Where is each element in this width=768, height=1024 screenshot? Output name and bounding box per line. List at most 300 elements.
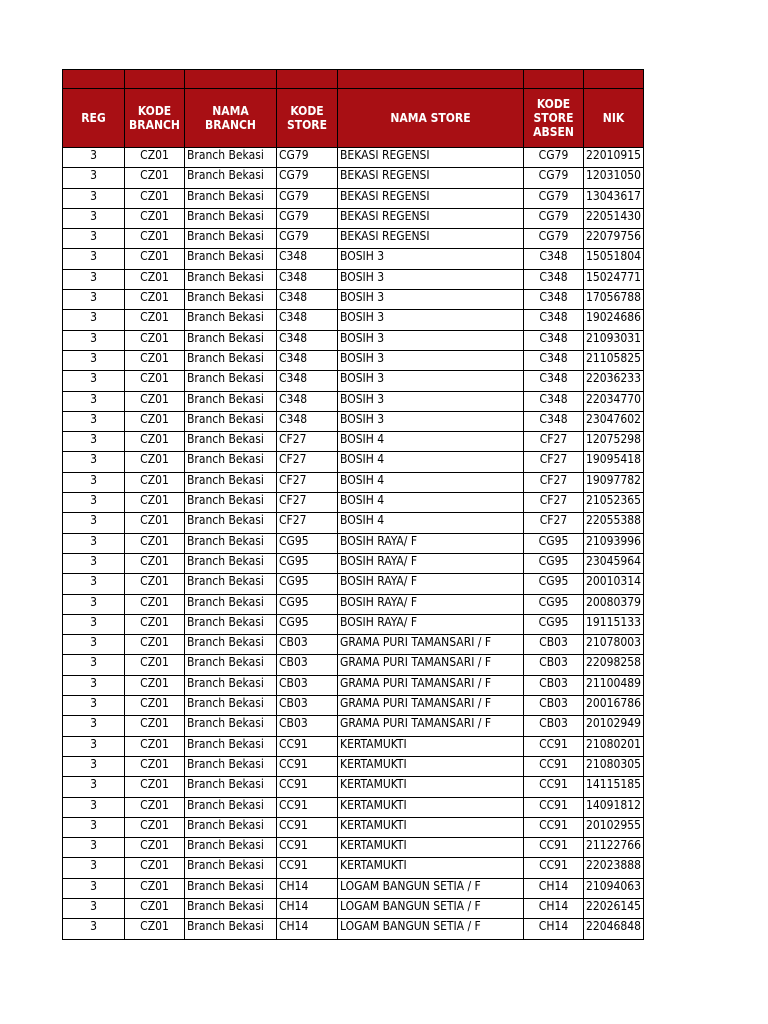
nama-store-cell[interactable]: GRAMA PURI TAMANSARI / F [338, 655, 524, 675]
reg-cell[interactable]: 3 [63, 797, 125, 817]
header-nama-store[interactable]: NAMA STORE [338, 89, 524, 148]
reg-cell[interactable]: 3 [63, 736, 125, 756]
kode-store-absen-cell[interactable]: CH14 [524, 878, 584, 898]
reg-cell[interactable]: 3 [63, 533, 125, 553]
nama-store-cell[interactable]: BOSIH 4 [338, 513, 524, 533]
kode-branch-cell[interactable]: CZ01 [125, 432, 185, 452]
nik-cell[interactable]: 20010314 [584, 574, 644, 594]
reg-cell[interactable]: 3 [63, 432, 125, 452]
kode-store-cell[interactable]: CG79 [277, 188, 338, 208]
nik-cell[interactable]: 12075298 [584, 432, 644, 452]
kode-store-cell[interactable]: CG95 [277, 614, 338, 634]
nik-cell[interactable]: 14091812 [584, 797, 644, 817]
kode-store-cell[interactable]: C348 [277, 310, 338, 330]
kode-store-absen-cell[interactable]: C348 [524, 371, 584, 391]
nama-branch-cell[interactable]: Branch Bekasi [185, 898, 277, 918]
nama-store-cell[interactable]: BOSIH RAYA/ F [338, 533, 524, 553]
table-row [63, 472, 644, 492]
kode-store-absen-cell[interactable]: C348 [524, 411, 584, 431]
kode-store-cell[interactable]: CF27 [277, 513, 338, 533]
nama-branch-cell[interactable]: Branch Bekasi [185, 513, 277, 533]
reg-cell[interactable]: 3 [63, 635, 125, 655]
kode-branch-cell[interactable]: CZ01 [125, 574, 185, 594]
kode-branch-cell[interactable]: CZ01 [125, 635, 185, 655]
nik-cell[interactable]: 20102955 [584, 817, 644, 837]
nik-cell[interactable]: 22051430 [584, 208, 644, 228]
reg-cell[interactable]: 3 [63, 148, 125, 168]
reg-cell[interactable]: 3 [63, 777, 125, 797]
reg-cell[interactable]: 3 [63, 452, 125, 472]
kode-store-absen-cell[interactable]: CG95 [524, 594, 584, 614]
reg-cell[interactable]: 3 [63, 290, 125, 310]
nama-branch-cell[interactable]: Branch Bekasi [185, 817, 277, 837]
nama-branch-cell[interactable]: Branch Bekasi [185, 635, 277, 655]
nama-store-cell[interactable]: BOSIH 4 [338, 493, 524, 513]
reg-cell[interactable]: 3 [63, 188, 125, 208]
reg-cell[interactable]: 3 [63, 168, 125, 188]
nama-store-cell[interactable]: LOGAM BANGUN SETIA / F [338, 898, 524, 918]
kode-branch-cell[interactable]: CZ01 [125, 391, 185, 411]
nama-store-cell[interactable]: BOSIH 3 [338, 290, 524, 310]
kode-store-absen-cell[interactable]: CF27 [524, 472, 584, 492]
kode-store-cell[interactable]: CC91 [277, 858, 338, 878]
nik-cell[interactable]: 22023888 [584, 858, 644, 878]
nama-store-cell[interactable]: KERTAMUKTI [338, 797, 524, 817]
nik-cell[interactable]: 13043617 [584, 188, 644, 208]
kode-store-absen-cell[interactable]: CB03 [524, 655, 584, 675]
kode-branch-cell[interactable]: CZ01 [125, 452, 185, 472]
reg-cell[interactable]: 3 [63, 817, 125, 837]
kode-store-cell[interactable]: CB03 [277, 655, 338, 675]
kode-store-cell[interactable]: C348 [277, 411, 338, 431]
nama-store-cell[interactable]: KERTAMUKTI [338, 858, 524, 878]
nama-branch-cell[interactable]: Branch Bekasi [185, 493, 277, 513]
nama-store-cell[interactable]: BEKASI REGENSI [338, 148, 524, 168]
nik-cell[interactable]: 17056788 [584, 290, 644, 310]
nama-branch-cell[interactable]: Branch Bekasi [185, 411, 277, 431]
kode-store-cell[interactable]: CG95 [277, 594, 338, 614]
nama-branch-cell[interactable]: Branch Bekasi [185, 432, 277, 452]
kode-store-cell[interactable]: CF27 [277, 432, 338, 452]
kode-branch-cell[interactable]: CZ01 [125, 878, 185, 898]
kode-branch-cell[interactable]: CZ01 [125, 756, 185, 776]
kode-store-absen-cell[interactable]: C348 [524, 391, 584, 411]
table-row [63, 513, 644, 533]
nik-cell[interactable]: 21105825 [584, 350, 644, 370]
kode-store-absen-cell[interactable]: CG95 [524, 533, 584, 553]
nik-cell[interactable]: 22026145 [584, 898, 644, 918]
nama-store-cell[interactable]: KERTAMUKTI [338, 777, 524, 797]
kode-branch-cell[interactable]: CZ01 [125, 777, 185, 797]
nama-branch-cell[interactable]: Branch Bekasi [185, 574, 277, 594]
nama-store-cell[interactable]: BEKASI REGENSI [338, 208, 524, 228]
nik-cell[interactable]: 22034770 [584, 391, 644, 411]
kode-store-cell[interactable]: CG79 [277, 148, 338, 168]
reg-cell[interactable]: 3 [63, 493, 125, 513]
kode-branch-cell[interactable]: CZ01 [125, 797, 185, 817]
kode-branch-cell[interactable]: CZ01 [125, 148, 185, 168]
header-kode-store-absen[interactable]: KODE STORE ABSEN [524, 89, 584, 148]
kode-store-absen-cell[interactable]: CF27 [524, 432, 584, 452]
kode-store-absen-cell[interactable]: CB03 [524, 716, 584, 736]
nama-store-cell[interactable]: BOSIH 4 [338, 472, 524, 492]
header-kode-branch[interactable]: KODE BRANCH [125, 89, 185, 148]
reg-cell[interactable]: 3 [63, 878, 125, 898]
kode-store-cell[interactable]: CC91 [277, 777, 338, 797]
nama-branch-cell[interactable]: Branch Bekasi [185, 858, 277, 878]
nama-branch-cell[interactable]: Branch Bekasi [185, 594, 277, 614]
nik-cell[interactable]: 22098258 [584, 655, 644, 675]
nama-branch-cell[interactable]: Branch Bekasi [185, 452, 277, 472]
nama-branch-cell[interactable]: Branch Bekasi [185, 756, 277, 776]
table-row [63, 635, 644, 655]
kode-store-absen-cell[interactable]: CH14 [524, 919, 584, 939]
nama-branch-cell[interactable]: Branch Bekasi [185, 675, 277, 695]
nama-store-cell[interactable]: GRAMA PURI TAMANSARI / F [338, 635, 524, 655]
nama-store-cell[interactable]: BEKASI REGENSI [338, 168, 524, 188]
kode-branch-cell[interactable]: CZ01 [125, 655, 185, 675]
nik-cell[interactable]: 21080305 [584, 756, 644, 776]
kode-store-absen-cell[interactable]: C348 [524, 330, 584, 350]
reg-cell[interactable]: 3 [63, 756, 125, 776]
kode-branch-cell[interactable]: CZ01 [125, 188, 185, 208]
table-row [63, 675, 644, 695]
kode-store-cell[interactable]: CG95 [277, 574, 338, 594]
kode-store-absen-cell[interactable]: C348 [524, 290, 584, 310]
kode-store-cell[interactable]: C348 [277, 371, 338, 391]
nik-cell[interactable]: 22055388 [584, 513, 644, 533]
table-row [63, 756, 644, 776]
reg-cell[interactable]: 3 [63, 411, 125, 431]
kode-store-cell[interactable]: C348 [277, 269, 338, 289]
header-nama-branch[interactable]: NAMA BRANCH [185, 89, 277, 148]
table-row [63, 838, 644, 858]
nama-store-cell[interactable]: BOSIH 3 [338, 330, 524, 350]
kode-store-absen-cell[interactable]: CC91 [524, 756, 584, 776]
table-row [63, 330, 644, 350]
data-table [62, 69, 644, 940]
kode-branch-cell[interactable]: CZ01 [125, 858, 185, 878]
nik-cell[interactable]: 14115185 [584, 777, 644, 797]
nama-store-cell[interactable]: BEKASI REGENSI [338, 229, 524, 249]
reg-cell[interactable]: 3 [63, 310, 125, 330]
table-row [63, 432, 644, 452]
nama-store-cell[interactable]: KERTAMUKTI [338, 736, 524, 756]
nama-branch-cell[interactable]: Branch Bekasi [185, 310, 277, 330]
header-nik[interactable]: NIK [584, 89, 644, 148]
nama-branch-cell[interactable]: Branch Bekasi [185, 878, 277, 898]
kode-store-absen-cell[interactable]: CC91 [524, 838, 584, 858]
nama-branch-cell[interactable]: Branch Bekasi [185, 371, 277, 391]
kode-store-cell[interactable]: CF27 [277, 493, 338, 513]
nik-cell[interactable]: 19097782 [584, 472, 644, 492]
kode-store-cell[interactable]: CG79 [277, 229, 338, 249]
nama-branch-cell[interactable]: Branch Bekasi [185, 229, 277, 249]
reg-cell[interactable]: 3 [63, 858, 125, 878]
kode-store-cell[interactable]: CB03 [277, 675, 338, 695]
nama-branch-cell[interactable]: Branch Bekasi [185, 797, 277, 817]
kode-branch-cell[interactable]: CZ01 [125, 249, 185, 269]
kode-store-absen-cell[interactable]: CG79 [524, 168, 584, 188]
kode-store-absen-cell[interactable]: C348 [524, 249, 584, 269]
kode-store-absen-cell[interactable]: CG95 [524, 574, 584, 594]
kode-store-cell[interactable]: CC91 [277, 736, 338, 756]
reg-cell[interactable]: 3 [63, 330, 125, 350]
kode-store-cell[interactable]: C348 [277, 249, 338, 269]
header-kode-store[interactable]: KODE STORE [277, 89, 338, 148]
kode-store-cell[interactable]: C348 [277, 350, 338, 370]
nik-cell[interactable]: 19115133 [584, 614, 644, 634]
nik-cell[interactable]: 20080379 [584, 594, 644, 614]
kode-store-absen-cell[interactable]: CC91 [524, 858, 584, 878]
nama-branch-cell[interactable]: Branch Bekasi [185, 249, 277, 269]
reg-cell[interactable]: 3 [63, 472, 125, 492]
kode-store-absen-cell[interactable]: CC91 [524, 817, 584, 837]
reg-cell[interactable]: 3 [63, 553, 125, 573]
kode-branch-cell[interactable]: CZ01 [125, 290, 185, 310]
kode-store-cell[interactable]: CH14 [277, 919, 338, 939]
nik-cell[interactable]: 15024771 [584, 269, 644, 289]
nama-store-cell[interactable]: GRAMA PURI TAMANSARI / F [338, 696, 524, 716]
nik-cell[interactable]: 22036233 [584, 371, 644, 391]
kode-branch-cell[interactable]: CZ01 [125, 472, 185, 492]
kode-store-cell[interactable]: CG79 [277, 168, 338, 188]
reg-cell[interactable]: 3 [63, 838, 125, 858]
nama-store-cell[interactable]: LOGAM BANGUN SETIA / F [338, 878, 524, 898]
kode-store-absen-cell[interactable]: CF27 [524, 493, 584, 513]
kode-store-absen-cell[interactable]: CC91 [524, 777, 584, 797]
nama-branch-cell[interactable]: Branch Bekasi [185, 208, 277, 228]
nama-branch-cell[interactable]: Branch Bekasi [185, 553, 277, 573]
nik-cell[interactable]: 22046848 [584, 919, 644, 939]
nama-branch-cell[interactable]: Branch Bekasi [185, 838, 277, 858]
nik-cell[interactable]: 12031050 [584, 168, 644, 188]
table-row [63, 878, 644, 898]
kode-branch-cell[interactable]: CZ01 [125, 898, 185, 918]
nama-branch-cell[interactable]: Branch Bekasi [185, 188, 277, 208]
nama-store-cell[interactable]: KERTAMUKTI [338, 838, 524, 858]
kode-store-cell[interactable]: CC91 [277, 797, 338, 817]
reg-cell[interactable]: 3 [63, 898, 125, 918]
nama-branch-cell[interactable]: Branch Bekasi [185, 168, 277, 188]
kode-store-absen-cell[interactable]: CF27 [524, 513, 584, 533]
nama-branch-cell[interactable]: Branch Bekasi [185, 614, 277, 634]
kode-store-cell[interactable]: CC91 [277, 838, 338, 858]
kode-store-absen-cell[interactable]: CG79 [524, 188, 584, 208]
kode-store-absen-cell[interactable]: CG79 [524, 229, 584, 249]
reg-cell[interactable]: 3 [63, 513, 125, 533]
nik-cell[interactable]: 22010915 [584, 148, 644, 168]
nama-store-cell[interactable]: BOSIH RAYA/ F [338, 614, 524, 634]
kode-branch-cell[interactable]: CZ01 [125, 716, 185, 736]
nik-cell[interactable]: 23045964 [584, 553, 644, 573]
header-reg[interactable]: REG [63, 89, 125, 148]
kode-store-absen-cell[interactable]: CG95 [524, 614, 584, 634]
reg-cell[interactable]: 3 [63, 350, 125, 370]
reg-cell[interactable]: 3 [63, 675, 125, 695]
kode-branch-cell[interactable]: CZ01 [125, 350, 185, 370]
kode-store-cell[interactable]: CC91 [277, 756, 338, 776]
nama-branch-cell[interactable]: Branch Bekasi [185, 350, 277, 370]
kode-branch-cell[interactable]: CZ01 [125, 310, 185, 330]
kode-store-absen-cell[interactable]: CG79 [524, 148, 584, 168]
table-row [63, 411, 644, 431]
reg-cell[interactable]: 3 [63, 371, 125, 391]
kode-store-cell[interactable]: CH14 [277, 878, 338, 898]
nik-cell[interactable]: 21093996 [584, 533, 644, 553]
nama-store-cell[interactable]: KERTAMUKTI [338, 756, 524, 776]
nama-branch-cell[interactable]: Branch Bekasi [185, 736, 277, 756]
kode-store-cell[interactable]: C348 [277, 391, 338, 411]
reg-cell[interactable]: 3 [63, 574, 125, 594]
nik-cell[interactable]: 19095418 [584, 452, 644, 472]
nama-branch-cell[interactable]: Branch Bekasi [185, 391, 277, 411]
nama-branch-cell[interactable]: Branch Bekasi [185, 919, 277, 939]
nama-branch-cell[interactable]: Branch Bekasi [185, 655, 277, 675]
table-row [63, 553, 644, 573]
nama-store-cell[interactable]: BEKASI REGENSI [338, 188, 524, 208]
kode-store-cell[interactable]: CG95 [277, 533, 338, 553]
nama-store-cell[interactable]: KERTAMUKTI [338, 817, 524, 837]
nama-store-cell[interactable]: GRAMA PURI TAMANSARI / F [338, 675, 524, 695]
nama-store-cell[interactable]: BOSIH 3 [338, 249, 524, 269]
kode-branch-cell[interactable]: CZ01 [125, 675, 185, 695]
kode-branch-cell[interactable]: CZ01 [125, 411, 185, 431]
nama-branch-cell[interactable]: Branch Bekasi [185, 148, 277, 168]
nik-cell[interactable]: 19024686 [584, 310, 644, 330]
kode-store-cell[interactable]: CH14 [277, 898, 338, 918]
kode-branch-cell[interactable]: CZ01 [125, 330, 185, 350]
nama-branch-cell[interactable]: Branch Bekasi [185, 269, 277, 289]
nama-branch-cell[interactable]: Branch Bekasi [185, 330, 277, 350]
kode-store-absen-cell[interactable]: C348 [524, 269, 584, 289]
kode-store-cell[interactable]: CB03 [277, 716, 338, 736]
nama-branch-cell[interactable]: Branch Bekasi [185, 777, 277, 797]
kode-branch-cell[interactable]: CZ01 [125, 553, 185, 573]
kode-store-absen-cell[interactable]: CF27 [524, 452, 584, 472]
nik-cell[interactable]: 21052365 [584, 493, 644, 513]
nama-store-cell[interactable]: BOSIH 3 [338, 269, 524, 289]
nama-branch-cell[interactable]: Branch Bekasi [185, 716, 277, 736]
kode-store-cell[interactable]: CF27 [277, 472, 338, 492]
kode-store-cell[interactable]: C348 [277, 330, 338, 350]
kode-branch-cell[interactable]: CZ01 [125, 594, 185, 614]
kode-branch-cell[interactable]: CZ01 [125, 736, 185, 756]
nik-cell[interactable]: 23047602 [584, 411, 644, 431]
kode-store-absen-cell[interactable]: CB03 [524, 635, 584, 655]
kode-branch-cell[interactable]: CZ01 [125, 371, 185, 391]
nik-cell[interactable]: 20016786 [584, 696, 644, 716]
kode-store-absen-cell[interactable]: CB03 [524, 696, 584, 716]
nama-store-cell[interactable]: GRAMA PURI TAMANSARI / F [338, 716, 524, 736]
nama-store-cell[interactable]: BOSIH 3 [338, 310, 524, 330]
reg-cell[interactable]: 3 [63, 614, 125, 634]
table-row [63, 655, 644, 675]
nik-cell[interactable]: 21080201 [584, 736, 644, 756]
nik-cell[interactable]: 21094063 [584, 878, 644, 898]
kode-store-absen-cell[interactable]: C348 [524, 350, 584, 370]
kode-branch-cell[interactable]: CZ01 [125, 838, 185, 858]
nama-store-cell[interactable]: BOSIH 3 [338, 350, 524, 370]
reg-cell[interactable]: 3 [63, 229, 125, 249]
nik-cell[interactable]: 15051804 [584, 249, 644, 269]
nik-cell[interactable]: 22079756 [584, 229, 644, 249]
reg-cell[interactable]: 3 [63, 249, 125, 269]
reg-cell[interactable]: 3 [63, 208, 125, 228]
nama-store-cell[interactable]: BOSIH 3 [338, 391, 524, 411]
kode-store-absen-cell[interactable]: CB03 [524, 675, 584, 695]
kode-branch-cell[interactable]: CZ01 [125, 919, 185, 939]
kode-branch-cell[interactable]: CZ01 [125, 269, 185, 289]
kode-branch-cell[interactable]: CZ01 [125, 208, 185, 228]
kode-branch-cell[interactable]: CZ01 [125, 696, 185, 716]
nik-cell[interactable]: 21122766 [584, 838, 644, 858]
kode-branch-cell[interactable]: CZ01 [125, 229, 185, 249]
nama-store-cell[interactable]: BOSIH RAYA/ F [338, 594, 524, 614]
nama-store-cell[interactable]: LOGAM BANGUN SETIA / F [338, 919, 524, 939]
kode-store-absen-cell[interactable]: CG95 [524, 553, 584, 573]
kode-store-cell[interactable]: C348 [277, 290, 338, 310]
nik-cell[interactable]: 21093031 [584, 330, 644, 350]
nama-store-cell[interactable]: BOSIH 3 [338, 411, 524, 431]
table-body [63, 148, 644, 940]
kode-store-cell[interactable]: CB03 [277, 635, 338, 655]
table-row [63, 310, 644, 330]
kode-branch-cell[interactable]: CZ01 [125, 533, 185, 553]
kode-store-cell[interactable]: CG79 [277, 208, 338, 228]
kode-branch-cell[interactable]: CZ01 [125, 513, 185, 533]
nama-branch-cell[interactable]: Branch Bekasi [185, 696, 277, 716]
nama-store-cell[interactable]: BOSIH 4 [338, 432, 524, 452]
kode-branch-cell[interactable]: CZ01 [125, 493, 185, 513]
reg-cell[interactable]: 3 [63, 594, 125, 614]
nik-cell[interactable]: 20102949 [584, 716, 644, 736]
nama-store-cell[interactable]: BOSIH 3 [338, 371, 524, 391]
reg-cell[interactable]: 3 [63, 919, 125, 939]
header-blank-row [63, 70, 644, 89]
kode-store-absen-cell[interactable]: C348 [524, 310, 584, 330]
kode-store-cell[interactable]: CC91 [277, 817, 338, 837]
kode-store-absen-cell[interactable]: CG79 [524, 208, 584, 228]
nama-store-cell[interactable]: BOSIH 4 [338, 452, 524, 472]
reg-cell[interactable]: 3 [63, 269, 125, 289]
kode-store-absen-cell[interactable]: CH14 [524, 898, 584, 918]
reg-cell[interactable]: 3 [63, 696, 125, 716]
kode-branch-cell[interactable]: CZ01 [125, 168, 185, 188]
kode-store-cell[interactable]: CG95 [277, 553, 338, 573]
nama-branch-cell[interactable]: Branch Bekasi [185, 472, 277, 492]
nama-store-cell[interactable]: BOSIH RAYA/ F [338, 553, 524, 573]
table-row [63, 696, 644, 716]
reg-cell[interactable]: 3 [63, 391, 125, 411]
nama-branch-cell[interactable]: Branch Bekasi [185, 290, 277, 310]
kode-branch-cell[interactable]: CZ01 [125, 817, 185, 837]
kode-store-cell[interactable]: CF27 [277, 452, 338, 472]
table-row [63, 208, 644, 228]
nama-store-cell[interactable]: BOSIH RAYA/ F [338, 574, 524, 594]
nik-cell[interactable]: 21078003 [584, 635, 644, 655]
table-row [63, 269, 644, 289]
table-row [63, 290, 644, 310]
nama-branch-cell[interactable]: Branch Bekasi [185, 533, 277, 553]
kode-store-absen-cell[interactable]: CC91 [524, 736, 584, 756]
kode-store-absen-cell[interactable]: CC91 [524, 797, 584, 817]
kode-store-cell[interactable]: CB03 [277, 696, 338, 716]
nik-cell[interactable]: 21100489 [584, 675, 644, 695]
reg-cell[interactable]: 3 [63, 716, 125, 736]
kode-branch-cell[interactable]: CZ01 [125, 614, 185, 634]
reg-cell[interactable]: 3 [63, 655, 125, 675]
